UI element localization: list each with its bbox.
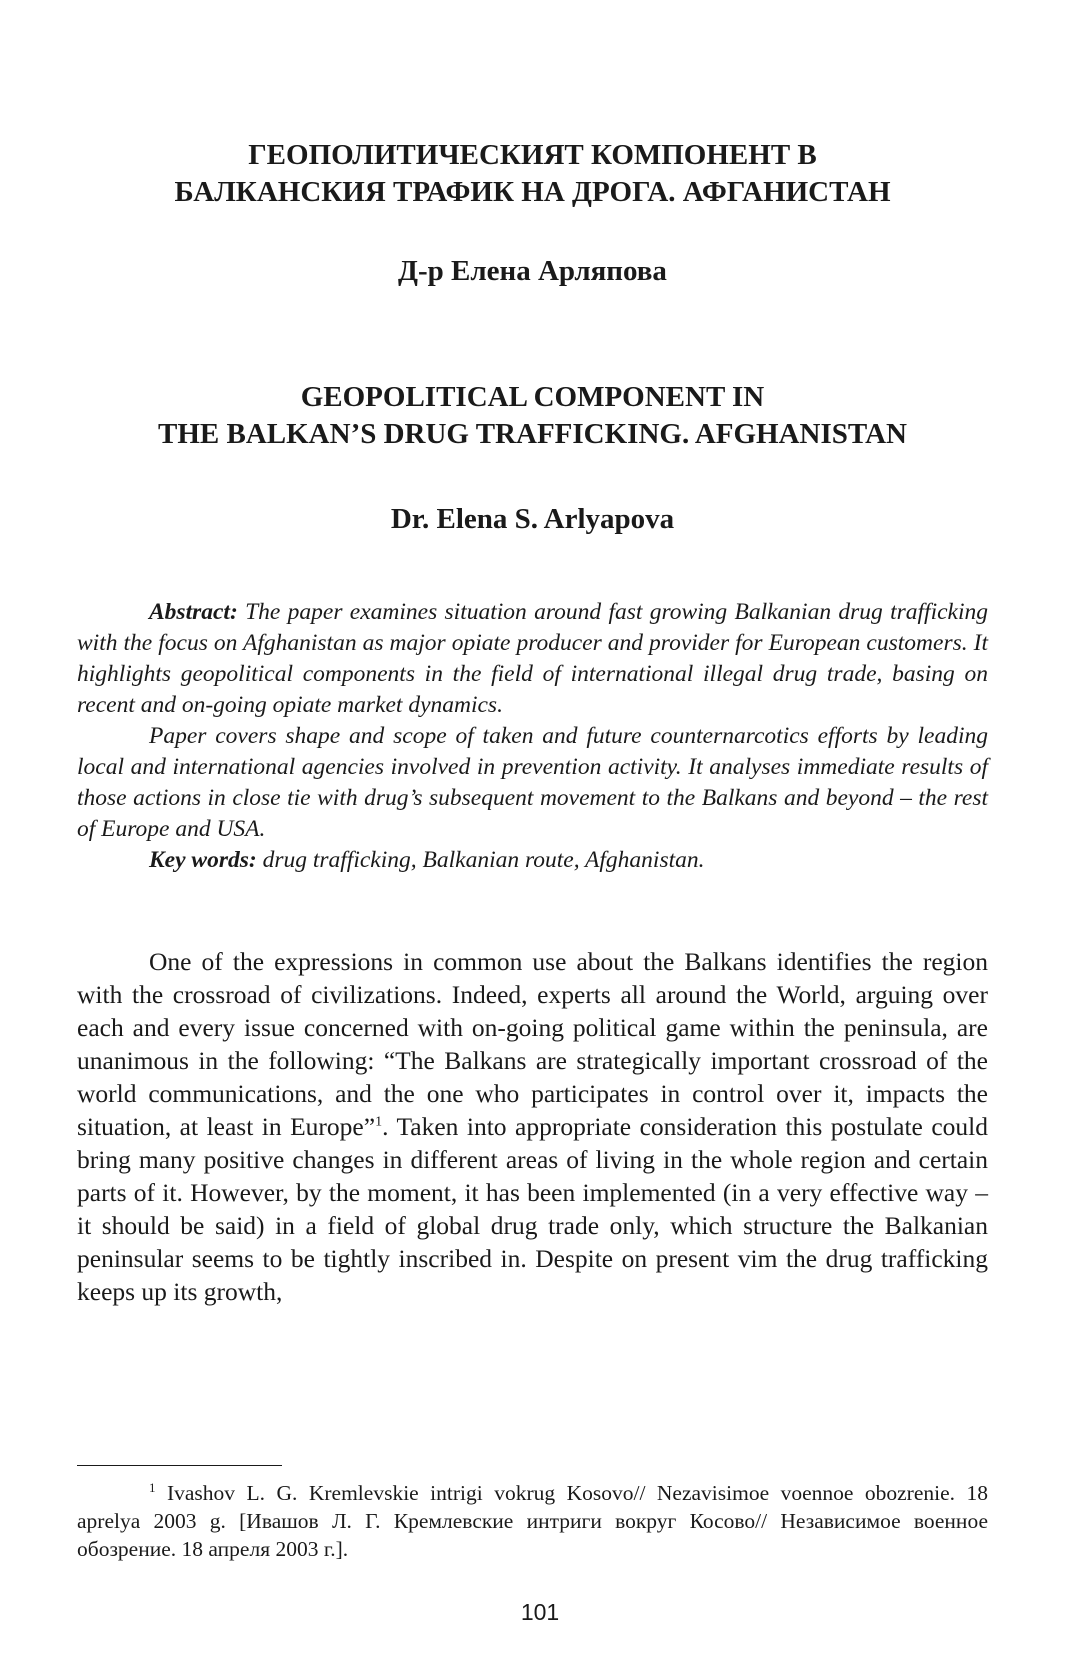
body-text-part-1: One of the expressions in common use about the Balkans identifies the region with the crossroad of civilizations. Indeed, experts all around the World, arguing over each and every issue concerned with on-going political game within the peninsula, are unanimous in the following: “The Balkans are strategically important crossroad of the world communications, and the one who participates in control over it, impacts the situation, at least in Europe”	[77, 947, 988, 1141]
abstract-text-1: The paper examines situation around fast growing Balkanian drug trafficking with the focus on Afghanistan as major opiate producer and provider for European customers. It highlights geopolitical components in the field of international illegal drug trade, basing on recent and on-going opiate market dynamics.	[77, 599, 988, 718]
title-english	[77, 379, 988, 453]
keywords-label: Key words:	[149, 847, 257, 873]
author-bulgarian: Д-р Елена Арляпова	[398, 255, 667, 287]
page-number: 101	[520, 1599, 560, 1625]
title-english-line-1: GEOPOLITICAL COMPONENT IN	[300, 381, 765, 413]
body-paragraph	[77, 945, 988, 1308]
footnote-paragraph	[77, 1479, 988, 1563]
title-bulgarian	[77, 137, 988, 211]
body-text-part-2: . Taken into appropriate consideration this postulate could bring many positive changes in different areas of living in the whole region and certain parts of it. However, by the moment, it has been implemented (in a very effective way – it should be said) in a field of global drug trade only, which structure the Balkanian peninsular seems to be tightly inscribed in. Despite on present vim the drug trafficking keeps up its growth,	[77, 1112, 988, 1306]
body-text	[77, 945, 988, 1308]
keywords	[77, 845, 988, 876]
footnote	[77, 1479, 988, 1563]
keywords-text: drug trafficking, Balkanian route, Afghanistan.	[262, 847, 705, 873]
abstract	[77, 597, 988, 876]
title-bulgarian-line-2: БАЛКАНСКИЯ ТРАФИК НА ДРОГА. АФГАНИСТАН	[174, 176, 891, 208]
abstract-paragraph-2: Paper covers shape and scope of taken and future counternarcotics efforts by leading local and international agencies involved in prevention activity. It analyses immediate results of those actions in close tie with drug’s subsequent movement to the Balkans and beyond – the rest of Europe and USA.	[77, 723, 988, 842]
footnote-separator	[77, 1465, 282, 1466]
document-page	[0, 137, 1080, 1667]
abstract-label: Abstract:	[149, 599, 238, 625]
title-bulgarian-line-1: ГЕОПОЛИТИЧЕСКИЯТ КОМПОНЕНТ В	[248, 139, 817, 171]
author-english: Dr. Elena S. Arlyapova	[390, 503, 675, 535]
footnote-text: Ivashov L. G. Kremlevskie intrigi vokrug Kosovo// Nezavisimoe voennoe obozrenie. 18 aprelya 2003 g. [Ивашов Л. Г. Кремлевские интриги вокруг Косово// Независимое военное обозрение. 18 апреля 2003 г.].	[77, 1481, 988, 1561]
title-english-line-2: THE BALKAN’S DRUG TRAFFICKING. AFGHANISTAN	[158, 418, 907, 450]
abstract-paragraph-1	[77, 597, 988, 721]
footnote-mark: 1	[149, 1479, 156, 1495]
footnote-reference: 1	[375, 1114, 383, 1130]
